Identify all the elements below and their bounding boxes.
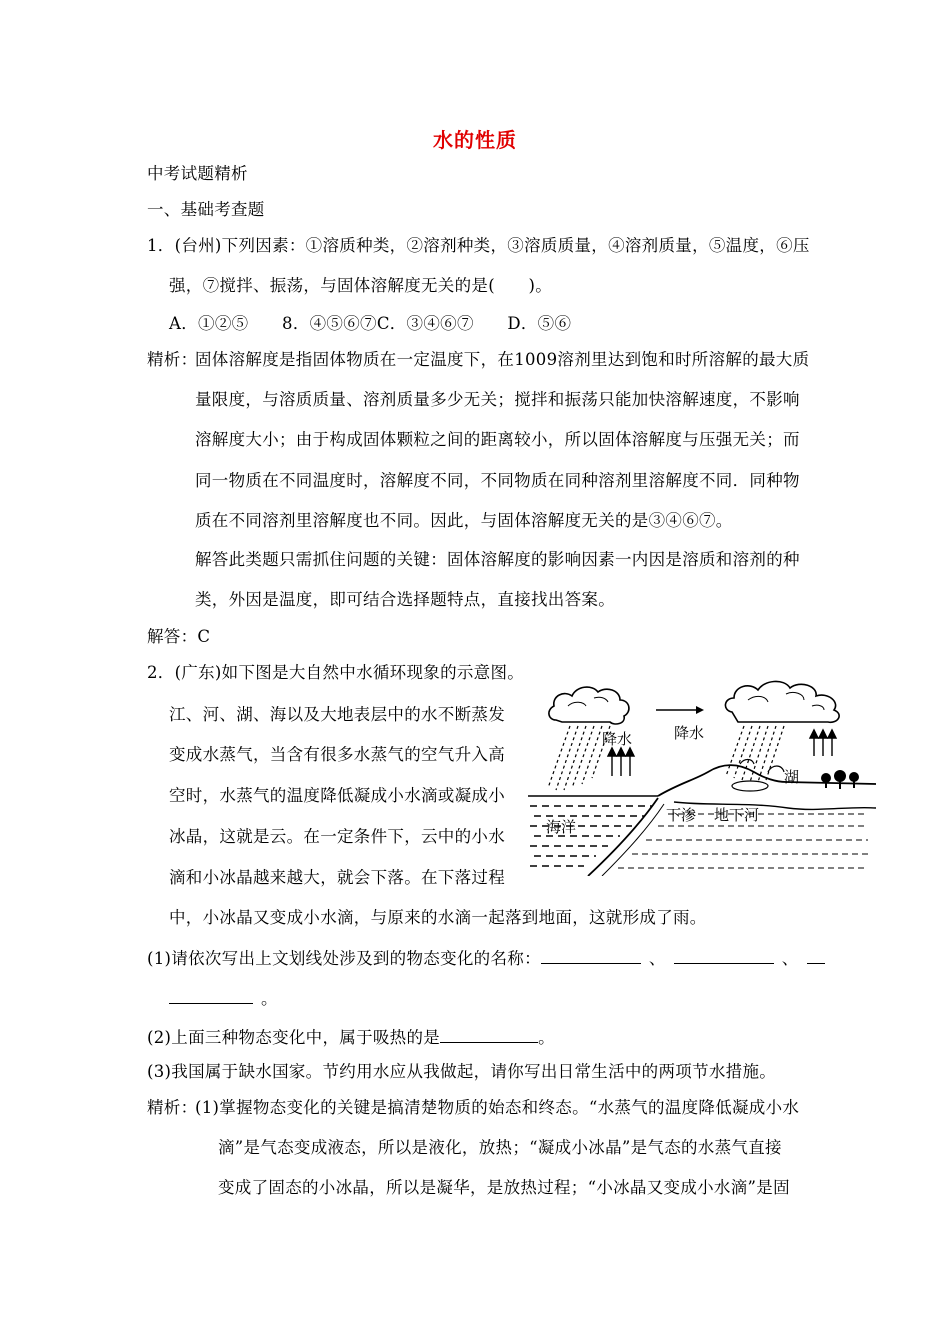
sub-1-prompt: (1)请依次写出上文划线处涉及到的物态变化的名称： — [147, 949, 541, 968]
sub-1-separator: 、 — [781, 949, 799, 968]
question-2-line: 空时，水蒸气的温度降低凝成小水滴或凝成小 — [169, 786, 505, 805]
analysis-1-line: 同一物质在不同温度时，溶解度不同，不同物质在同种溶剂里溶解度不同．同种物 — [195, 471, 800, 490]
analysis-1-line: 溶解度大小；由于构成固体颗粒之间的距离较小，所以固体溶解度与压强无关；而 — [195, 430, 800, 449]
label-ocean: 海洋 — [546, 818, 577, 836]
label-rain-left: 降水 — [602, 730, 633, 748]
question-2-intro: 2．(广东)如下图是大自然中水循环现象的示意图。 — [147, 663, 525, 682]
question-2-line: 冰晶，这就是云。在一定条件下，云中的小水 — [169, 827, 505, 846]
label-rain-right: 降水 — [674, 724, 705, 742]
answer-blank-3[interactable] — [169, 987, 253, 1004]
analysis-1-line: 类，外因是温度，即可结合选择题特点，直接找出答案。 — [195, 590, 615, 609]
analysis-1-line: 质在不同溶剂里溶解度也不同。因此，与固体溶解度无关的是③④⑥⑦。 — [195, 511, 733, 530]
analysis-2-line: 滴”是气态变成液态，所以是液化，放热；“凝成小冰晶”是气态的水蒸气直接 — [218, 1138, 782, 1157]
question-2-line: 滴和小冰晶越来越大，就会下落。在下落过程 — [169, 868, 505, 887]
label-underground-river: 地下河 — [714, 806, 760, 824]
question-2-line: 江、河、湖、海以及大地表层中的水不断蒸发 — [169, 705, 505, 724]
analysis-1-line: 固体溶解度是指固体物质在一定温度下，在1009溶剂里达到饱和时所溶解的最大质 — [195, 350, 810, 369]
sub-1-end: 。 — [261, 989, 278, 1008]
question-2-last-line: 中，小冰晶又变成小水滴，与原来的水滴一起落到地面，这就形成了雨。 — [169, 908, 707, 927]
label-seep: 下渗 — [666, 806, 697, 824]
question-1-line-2: 强，⑦搅拌、振荡，与固体溶解度无关的是( )。 — [169, 276, 553, 295]
analysis-1-line: 解答此类题只需抓住问题的关键：固体溶解度的影响因素一内因是溶质和溶剂的种 — [195, 550, 800, 569]
answer-1: 解答：C — [147, 627, 211, 646]
question-1-options: A．①②⑤ 8．④⑤⑥⑦C．③④⑥⑦ D．⑤⑥ — [169, 314, 572, 333]
cloud-left — [549, 687, 629, 724]
answer-blank-4[interactable] — [440, 1026, 538, 1043]
analysis-2-label: 精析： — [147, 1098, 198, 1117]
sub-2-prompt: (2)上面三种物态变化中，属于吸热的是 — [147, 1028, 441, 1047]
question-1-line-1: 1．(台州)下列因素：①溶质种类，②溶剂种类，③溶质质量，④溶剂质量，⑤温度，⑥压 — [147, 236, 810, 255]
water-cycle-diagram — [528, 676, 876, 876]
answer-blank-1[interactable] — [541, 947, 641, 964]
subsection-heading: 一、基础考查题 — [147, 200, 265, 219]
sub-2-end: 。 — [538, 1028, 555, 1047]
analysis-1-label: 精析： — [147, 350, 198, 369]
question-2-sub-1-cont — [169, 987, 278, 1010]
analysis-1-line: 量限度，与溶质质量、溶剂质量多少无关；搅拌和振荡只能加快溶解速度，不影响 — [195, 390, 800, 409]
analysis-2-line: (1)掌握物态变化的关键是搞清楚物质的始态和终态。“水蒸气的温度降低凝成小水 — [195, 1098, 800, 1117]
question-2-sub-2 — [147, 1026, 555, 1049]
analysis-2-line: 变成了固态的小冰晶，所以是凝华，是放热过程；“小冰晶又变成小水滴”是固 — [218, 1178, 790, 1197]
sub-1-separator: 、 — [648, 949, 666, 968]
question-2-sub-3: (3)我国属于缺水国家。节约用水应从我做起，请你写出日常生活中的两项节水措施。 — [147, 1062, 777, 1081]
label-lake: 湖 — [784, 768, 800, 786]
cloud-right — [725, 681, 839, 722]
question-2-line: 变成水蒸气，当含有很多水蒸气的空气升入高 — [169, 745, 505, 764]
answer-blank-2[interactable] — [674, 947, 774, 964]
section-heading: 中考试题精析 — [147, 164, 248, 183]
answer-blank-3-start[interactable] — [807, 947, 825, 964]
page-title: 水的性质 — [433, 128, 517, 152]
question-2-sub-1 — [147, 947, 825, 970]
